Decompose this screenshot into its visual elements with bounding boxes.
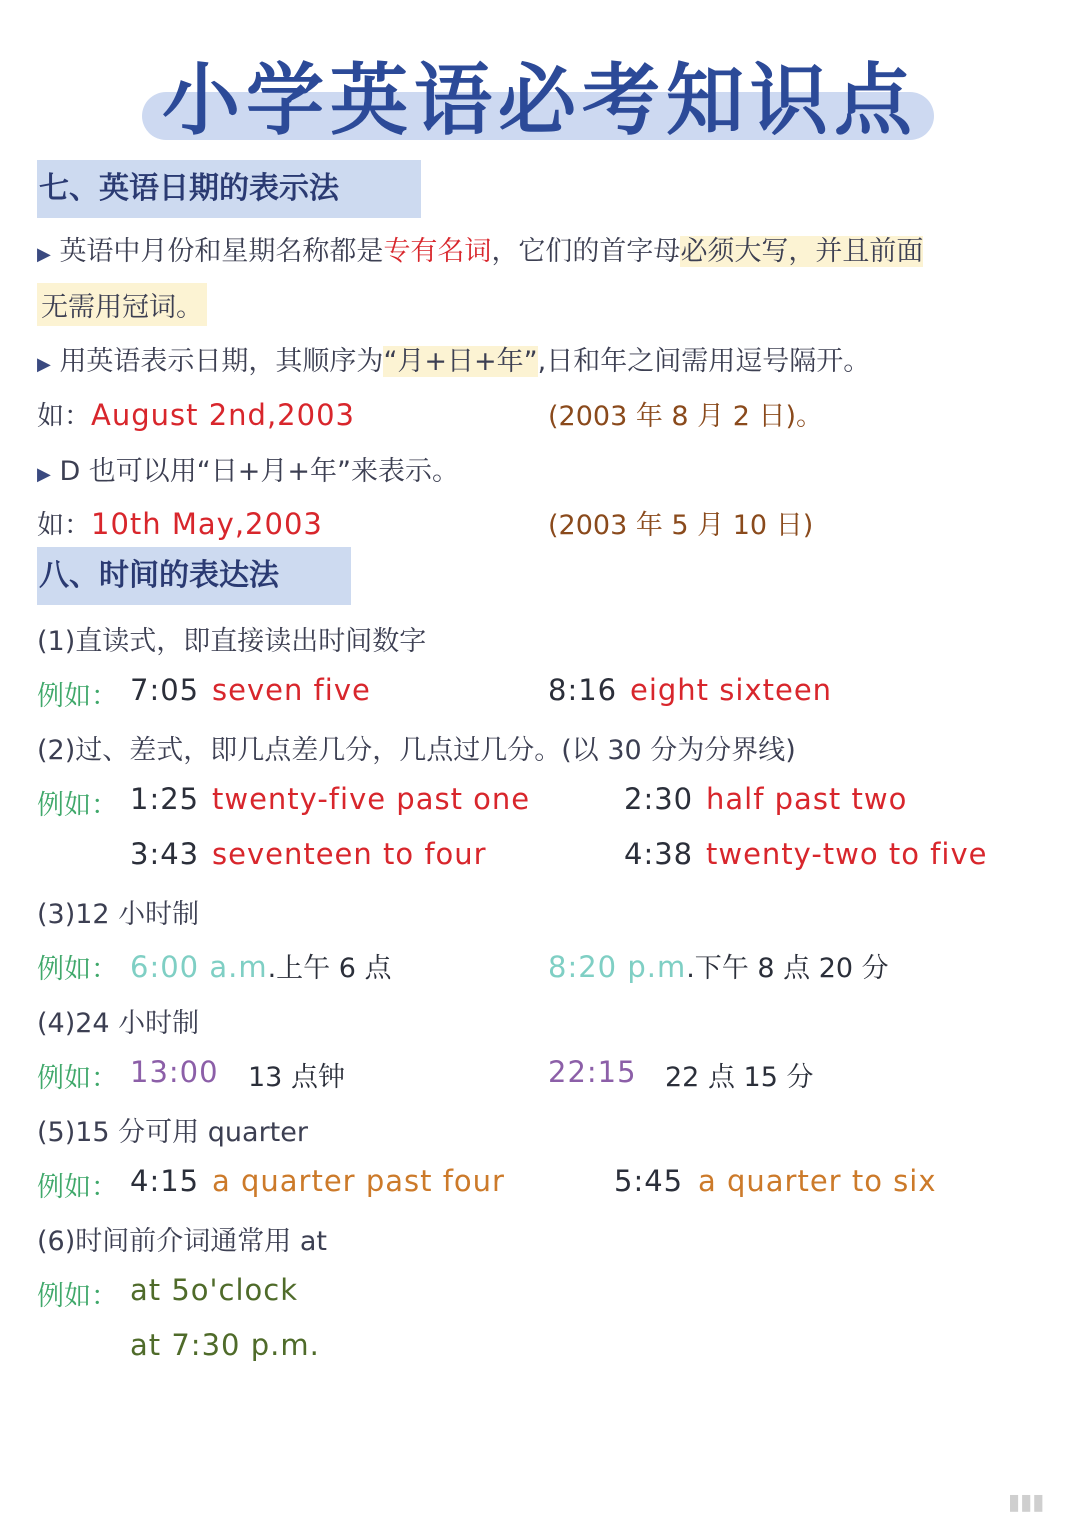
paragraph-no-article: 无需用冠词。 [37, 283, 207, 326]
example-time: 1:25 [130, 782, 200, 816]
example-date-1: 如：August 2nd,2003 [37, 398, 355, 432]
example-12-hour-2: 8:20 p.m.下午 8 点 20 分 [548, 950, 889, 984]
example-time: 7:05 [130, 673, 200, 707]
example-date-2: 如：10th May,2003 [37, 507, 323, 541]
example-words: eight sixteen [630, 673, 833, 707]
example-label: 例如： [37, 954, 118, 985]
page-title: 小学英语必考知识点 [161, 56, 918, 146]
example-label: 例如： [37, 790, 118, 821]
example-words: a quarter past four [212, 1164, 505, 1198]
paragraph-proper-nouns: ▶ 英语中月份和星期名称都是专有名词，它们的首字母必须大写，并且前面 [37, 236, 924, 267]
example-words: seven five [212, 673, 371, 707]
example-time: 8:16 [548, 673, 618, 707]
paragraph-date-order: ▶ 用英语表示日期，其顺序为“月+日+年”,日和年之间需用逗号隔开。 [37, 346, 871, 377]
example-label: 例如： [37, 681, 118, 712]
subsection-quarter: (5)15 分可用 quarter [37, 1117, 308, 1148]
paragraph-alt-order: ▶ D 也可以用“日+月+年”来表示。 [37, 456, 460, 487]
subsection-direct: (1)直读式，即直接读出时间数字 [37, 626, 427, 657]
example-words: seventeen to four [212, 837, 487, 871]
example-label: 例如： [37, 1281, 118, 1312]
example-time: 2:30 [624, 782, 694, 816]
example-time: 4:38 [624, 837, 694, 871]
proper-noun-highlight: 专有名词 [383, 236, 492, 267]
section-heading-time: 八、时间的表达法 [37, 547, 351, 605]
example-label: 例如： [37, 1172, 118, 1203]
example-chinese: 22 点 15 分 [665, 1062, 814, 1093]
order-highlight: “月+日+年” [383, 346, 538, 377]
section-heading-dates: 七、英语日期的表示法 [37, 160, 421, 218]
date-english: August 2nd,2003 [91, 398, 355, 432]
subsection-preposition: (6)时间前介词通常用 at [37, 1226, 327, 1257]
example-words: half past two [706, 782, 908, 816]
example-label: 例如： [37, 1063, 118, 1094]
bullet-icon: ▶ [37, 464, 51, 485]
example-12-hour-1: 6:00 a.m.上午 6 点 [130, 950, 392, 984]
date-chinese: (2003 年 5 月 10 日) [548, 510, 814, 541]
watermark-icon: ▮▮▮ [1008, 1490, 1045, 1515]
example-at-time: at 7:30 p.m. [130, 1328, 320, 1362]
capital-highlight: 必须大写，并且前面 [680, 236, 924, 267]
bullet-icon: ▶ [37, 244, 51, 265]
example-time: 3:43 [130, 837, 200, 871]
example-time: 22:15 [548, 1055, 637, 1089]
example-words: twenty-five past one [212, 782, 531, 816]
date-english: 10th May,2003 [91, 507, 323, 541]
example-time: 13:00 [130, 1055, 219, 1089]
date-chinese: (2003 年 8 月 2 日)。 [548, 401, 824, 432]
example-at-clock: at 5o'clock [130, 1273, 299, 1307]
bullet-icon: ▶ [37, 354, 51, 375]
example-time: 5:45 [614, 1164, 684, 1198]
subsection-12-hour: (3)12 小时制 [37, 899, 200, 930]
example-words: a quarter to six [698, 1164, 937, 1198]
example-words: twenty-two to five [706, 837, 988, 871]
subsection-past-to: (2)过、差式，即几点差几分，几点过几分。(以 30 分为分界线) [37, 735, 796, 766]
example-chinese: 13 点钟 [248, 1062, 345, 1093]
example-time: 4:15 [130, 1164, 200, 1198]
subsection-24-hour: (4)24 小时制 [37, 1008, 200, 1039]
